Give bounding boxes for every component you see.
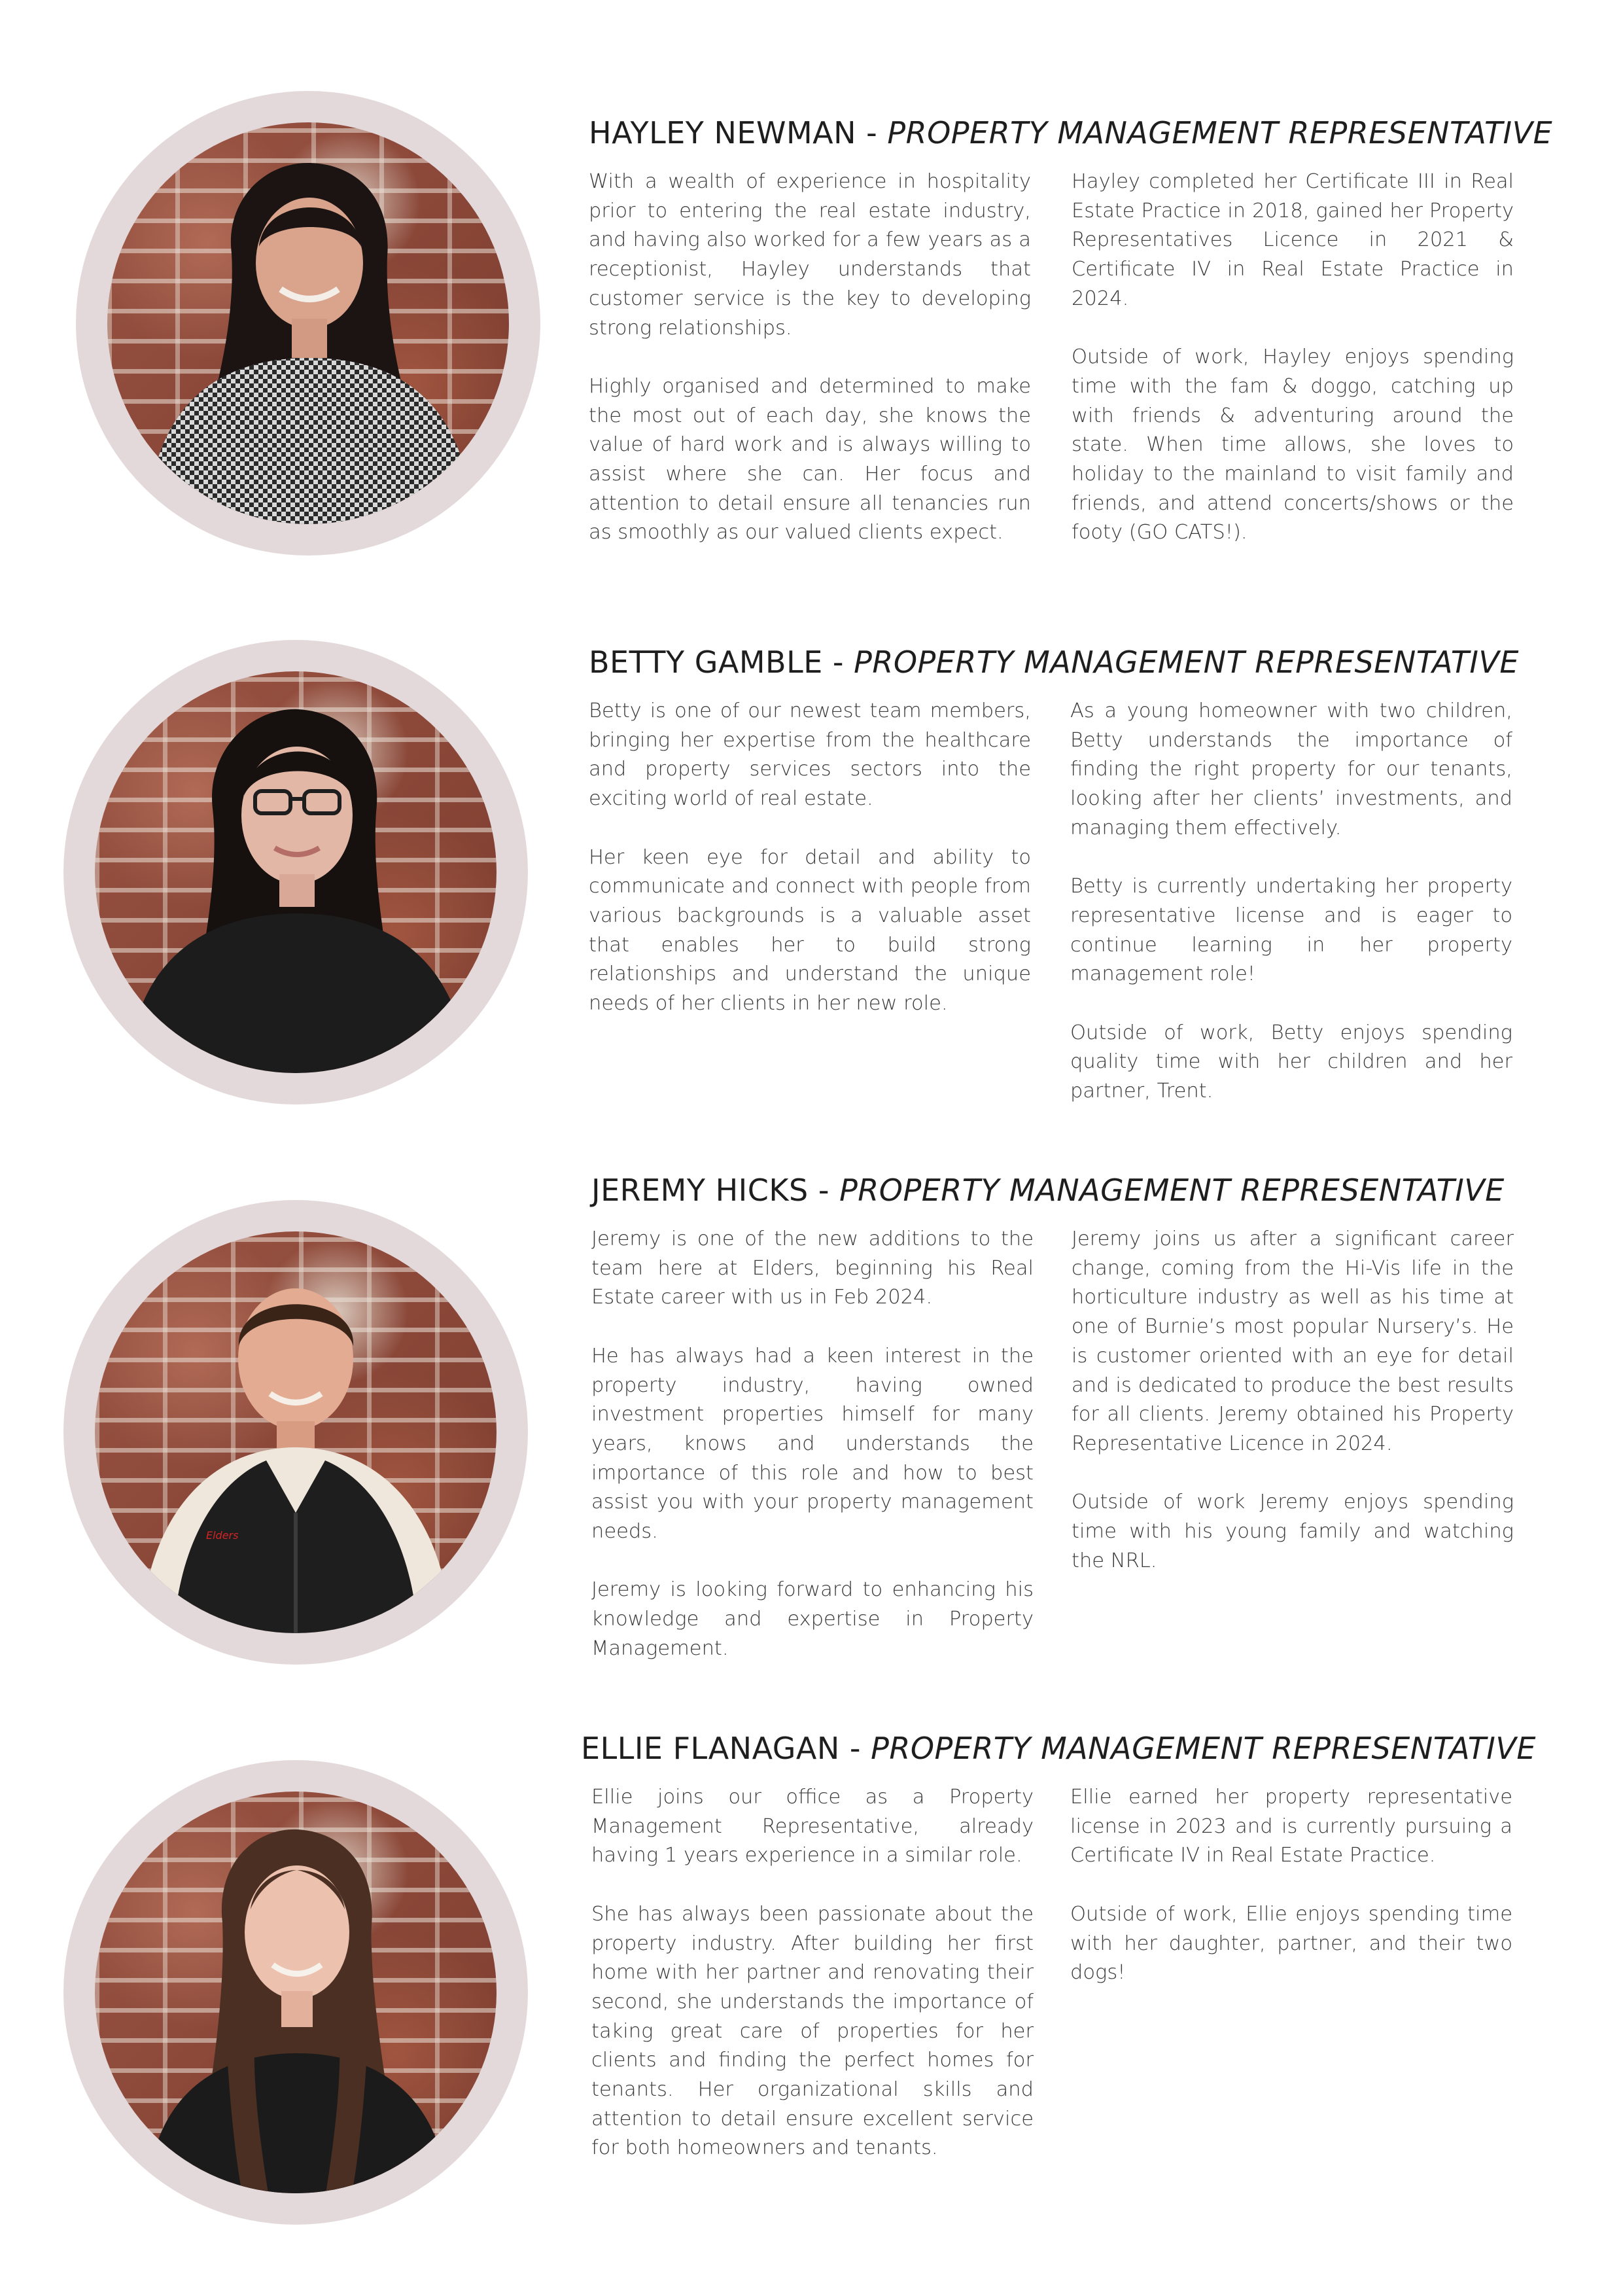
bio-paragraph: Outside of work Jeremy enjoys spending time with his young family and watching the NRL. [1072, 1491, 1514, 1572]
staff-role: PROPERTY MANAGEMENT REPRESENTATIVE [839, 1173, 1505, 1208]
bio-paragraph: Outside of work, Hayley enjoys spending time with the fam & doggo, catching up with friends & adventuring around the state. When time allows, she loves to holiday to the mainland to visit family and friends, and attend concerts/shows or the footy (GO CATS!). [1072, 345, 1514, 544]
bio-paragraph: Jeremy is looking forward to enhancing his knowledge and expertise in Property Management. [591, 1578, 1034, 1660]
profile-heading [591, 1173, 1505, 1208]
bio-column-left [591, 1225, 1034, 1664]
bio-paragraph: He has always had a keen interest in the property industry, having owned investment properties himself for many years, knows and understands the importance of this role and how to best assist you with your property management needs. [591, 1344, 1034, 1544]
staff-role: PROPERTY MANAGEMENT REPRESENTATIVE [854, 645, 1519, 680]
bio-paragraph: Ellie joins our office as a Property Management Representative, already having 1 years experience in a similar role. [591, 1786, 1034, 1867]
staff-name: JEREMY HICKS [591, 1173, 809, 1208]
bio-paragraph: Hayley completed her Certificate III in Real Estate Practice in 2018, gained her Property Representatives Licence in 2021 & Certificate IV in Real Estate Practice in 2024. [1072, 170, 1514, 310]
photo-frame [63, 1760, 528, 2225]
heading-separator: - [839, 1731, 871, 1766]
bio-column-left [591, 1783, 1034, 2163]
bio-column-right [1070, 697, 1512, 1106]
bio-paragraph: Jeremy is one of the new additions to the team here at Elders, beginning his Real Estate career with us in Feb 2024. [591, 1227, 1034, 1309]
photo-frame [63, 1200, 528, 1665]
bio-paragraph: Her keen eye for detail and ability to communicate and connect with people from various backgrounds is a valuable asset that enables her to build strong relationships and understand the unique needs of her clients in her new role. [589, 845, 1031, 1016]
svg-text:Elders: Elders [206, 1529, 239, 1542]
heading-separator: - [822, 645, 854, 680]
staff-name: BETTY GAMBLE [589, 645, 823, 680]
bio-paragraph: Highly organised and determined to make the most out of each day, she knows the value of hard work and is always willing to assist where she can. Her focus and attention to detail ensure all tenancies run as smoothly as our valued clients expect. [589, 374, 1031, 544]
bio-column-right [1072, 1225, 1514, 1576]
bio-paragraph: Betty is one of our newest team members, bringing her expertise from the healthcare and property services sectors into the exciting world of real estate. [589, 699, 1031, 811]
person-silhouette [95, 1231, 497, 1633]
portrait-photo-jeremy [95, 1231, 497, 1633]
portrait-photo-betty [95, 671, 497, 1073]
heading-separator: - [856, 115, 888, 150]
bio-paragraph: Ellie earned her property representative license in 2023 and is currently pursuing a Certificate IV in Real Estate Practice. [1070, 1786, 1512, 1867]
staff-role: PROPERTY MANAGEMENT REPRESENTATIVE [887, 115, 1553, 150]
photo-frame [63, 640, 528, 1104]
person-silhouette [107, 122, 509, 524]
profile-heading [589, 645, 1519, 680]
portrait-photo-ellie [95, 1792, 497, 2193]
heading-separator: - [808, 1173, 840, 1208]
profile-heading [589, 115, 1552, 150]
bio-paragraph: With a wealth of experience in hospitality prior to entering the real estate industry, and having also worked for a few years as a receptionist, Hayley understands that customer service is the key to developing strong relationships. [589, 170, 1031, 340]
person-silhouette [95, 671, 497, 1073]
bio-paragraph: Jeremy joins us after a significant career change, coming from the Hi-Vis life in the horticulture industry as well as his time at one of Burnie’s most popular Nursery’s. He is customer oriented with an eye for detail and is dedicated to produce the best results for all clients. Jeremy obtained his Property Representative Licence in 2024. [1072, 1227, 1514, 1455]
bio-column-left [589, 168, 1031, 548]
bio-paragraph: As a young homeowner with two children, Betty understands the importance of finding the right property for our tenants, looking after her clients’ investments, and managing them effectively. [1070, 699, 1512, 839]
bio-column-left [589, 697, 1031, 1019]
bio-paragraph: Outside of work, Ellie enjoys spending time with her daughter, partner, and their two dogs! [1070, 1902, 1512, 1985]
bio-paragraph: Outside of work, Betty enjoys spending quality time with her children and her partner, Trent. [1070, 1021, 1512, 1103]
bio-column-right [1072, 168, 1514, 548]
bio-paragraph: Betty is currently undertaking her property representative license and is eager to continue learning in her property management role! [1070, 875, 1512, 986]
bio-paragraph: She has always been passionate about the property industry. After building her first home with her partner and renovating their second, she understands the importance of taking great care of properties for her clients and finding the perfect homes for tenants. Her organizational skills and attention to detail ensure excellent service for both homeowners and tenants. [591, 1902, 1034, 2160]
person-silhouette [95, 1792, 497, 2193]
photo-frame [76, 91, 540, 556]
staff-name: ELLIE FLANAGAN [581, 1731, 840, 1766]
bio-column-right [1070, 1783, 1512, 1988]
staff-name: HAYLEY NEWMAN [589, 115, 857, 150]
staff-role: PROPERTY MANAGEMENT REPRESENTATIVE [871, 1731, 1536, 1766]
portrait-photo-hayley [107, 122, 509, 524]
profile-heading [581, 1731, 1536, 1766]
